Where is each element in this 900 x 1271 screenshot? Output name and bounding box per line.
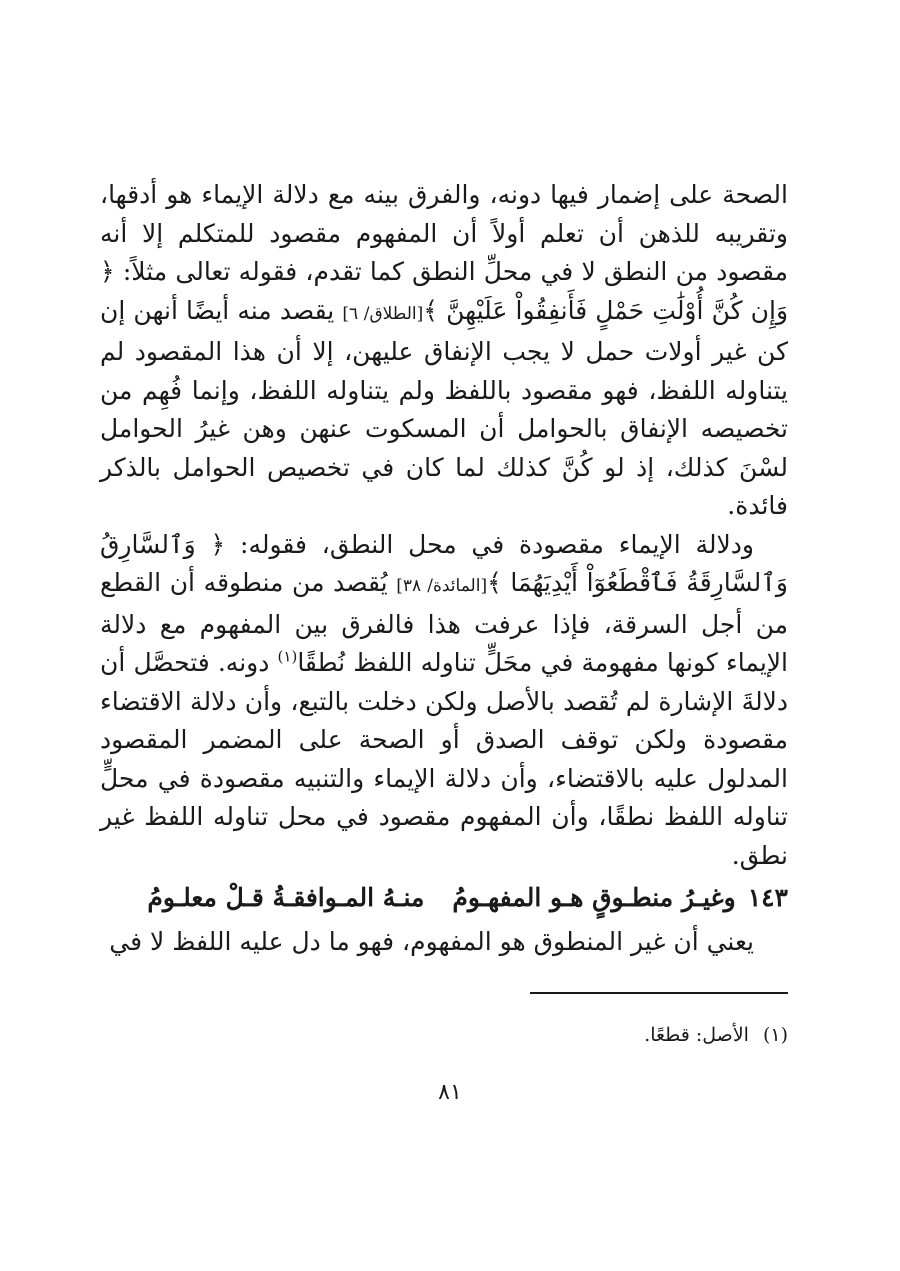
footnote <box>644 1022 788 1048</box>
page-body <box>100 176 788 962</box>
quran-reference-talaq: [الطلاق/ ٦] <box>342 303 424 324</box>
quran-verse-talaq: ﴿ وَإِن كُنَّ أُوْلَٰتِ حَمْلٍ فَأَنفِقُواْ عَلَيْهِنَّ ﴾ <box>100 257 789 325</box>
verse-second-hemistich: منـهُ المـوافقـةُ قـلْ معلـومُ <box>147 883 425 912</box>
verse-first-hemistich: وغيـرُ منطـوقٍ هـو المفهـومُ <box>452 883 736 912</box>
paragraph-2-continuation-b: دونه. فتحصَّل أن دلالةَ الإشارة لم تُقصد بالأصل ولكن دخلت بالتبع، وأن دلالة الاقتضاء مقصودة ولكن توقف الصدق أو الصحة على المضمر المقصود المدلول عليه بالاقتضاء، وأن دلالة الإيماء والتنبيه مقصودة في محلٍّ تناوله اللفظ نطقًا، وأن المفهوم مقصود في محل تناوله اللفظ غير نطق. <box>100 648 788 870</box>
page-number: ٨١ <box>438 1080 462 1105</box>
paragraph-commentary <box>100 923 788 962</box>
paragraph-1-continuation: يقصد منه أيضًا أنهن إن كن غير أولات حمل لا يجب الإنفاق عليهن، إلا أن هذا المقصود لم يتناوله اللفظ، فهو مقصود باللفظ ولم يتناوله اللفظ، وإنما فُهِم من تخصيصه الإنفاق بالحوامل أن المسكوت عنهن وهن غيرُ الحوامل لسْنَ كذلك، إذ لو كُنَّ كذلك لما كان في تخصيص الحوامل بالذكر فائدة. <box>100 295 788 520</box>
footnote-marker: (١) <box>277 647 298 666</box>
footnote-text: الأصل: قطعًا. <box>644 1024 749 1046</box>
verse-heading <box>100 877 788 919</box>
verse-number: ١٤٣ <box>747 883 788 912</box>
paragraph-2-text: ودلالة الإيماء مقصودة في محل النطق، فقوله: <box>240 529 754 559</box>
footnote-divider <box>530 992 788 994</box>
quran-verse-maidah: ﴿ وَٱلسَّارِقُ وَٱلسَّارِقَةُ فَٱقْطَعُوٓاْ أَيْدِيَهُمَا ﴾ <box>100 529 788 597</box>
paragraph-2 <box>100 526 788 876</box>
quran-reference-maidah: [المائدة/ ٣٨] <box>396 576 488 596</box>
paragraph-1 <box>100 176 788 526</box>
paragraph-commentary-text: يعني أن غير المنطوق هو المفهوم، فهو ما دل عليه اللفظ لا في <box>109 927 754 956</box>
footnote-number: (١) <box>762 1024 788 1046</box>
paragraph-2-continuation-a: يُقصد من منطوقه أن القطع من أجل السرقة، فإذا عرفت هذا فالفرق بين المفهوم مع دلالة الإيماء كونها مفهومة في محَلٍّ تناوله اللفظ نُطقًا <box>100 568 788 677</box>
paragraph-1-text: الصحة على إضمار فيها دونه، والفرق بينه مع دلالة الإيماء هو أدقها، وتقريبه للذهن أن تعلم أولاً أن المفهوم مقصود للمتكلم إلا أنه مقصود من النطق لا في محلِّ النطق كما تقدم، فقوله تعالى مثلاً: <box>100 180 788 286</box>
